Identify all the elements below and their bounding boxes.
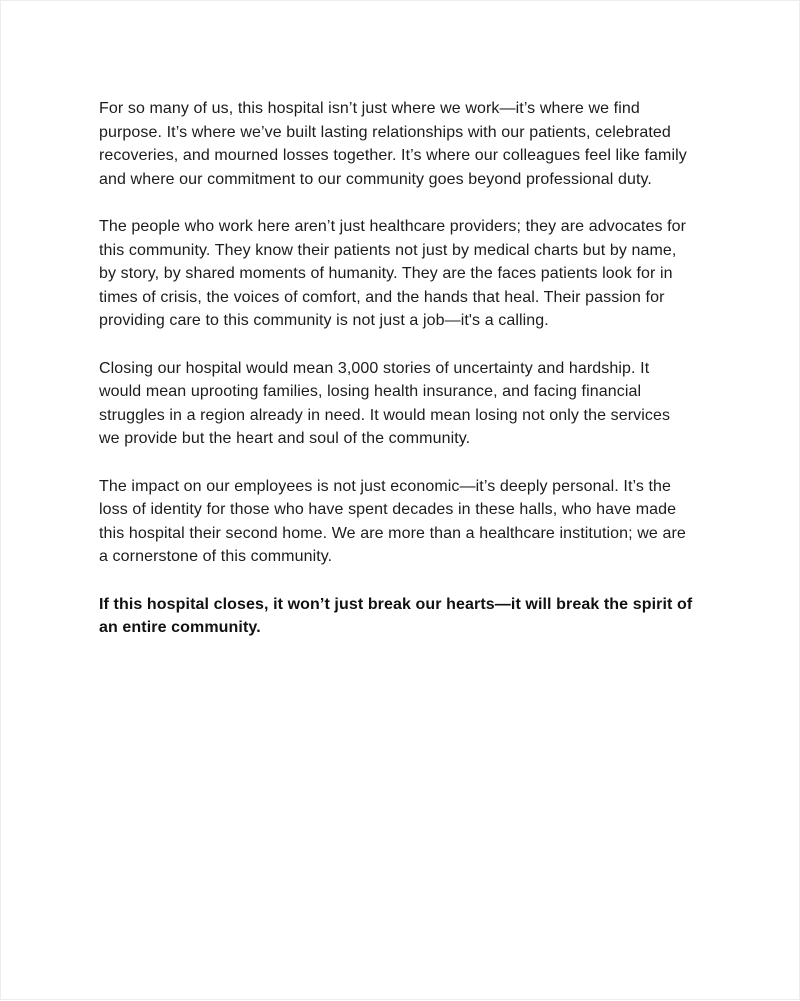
- paragraph-people: The people who work here aren’t just healthcare providers; they are advocates for this community. They know their patients not just by medical charts but by name, by story, by shared moments of humanity. They are the faces patients look for in times of crisis, the voices of comfort, and the hands that heal. Their passion for providing care to this community is not just a job—it's a calling.: [99, 218, 687, 329]
- paragraph-employee-impact: The impact on our employees is not just economic—it’s deeply personal. It’s the loss of identity for those who have spent decades in these halls, who have made this hospital their second home. We are more than a healthcare institution; we are a cornerstone of this community.: [99, 477, 686, 565]
- document-body: [99, 97, 695, 640]
- document-page: [1, 1, 800, 1001]
- paragraph-purpose: For so many of us, this hospital isn’t just where we work—it’s where we find purpose. It’s where we’ve built lasting relationships with our patients, celebrated recoveries, and mourned losses together. It’s where our colleagues feel like family and where our commitment to our community goes beyond professional duty.: [99, 100, 687, 188]
- paragraph-closing-statement: If this hospital closes, it won’t just break our hearts—it will break the spirit of an entire community.: [99, 595, 693, 636]
- paragraph-closing-impact: Closing our hospital would mean 3,000 stories of uncertainty and hardship. It would mean uprooting families, losing health insurance, and facing financial struggles in a region already in need. It would mean losing not only the services we provide but the heart and soul of the community.: [99, 359, 671, 447]
